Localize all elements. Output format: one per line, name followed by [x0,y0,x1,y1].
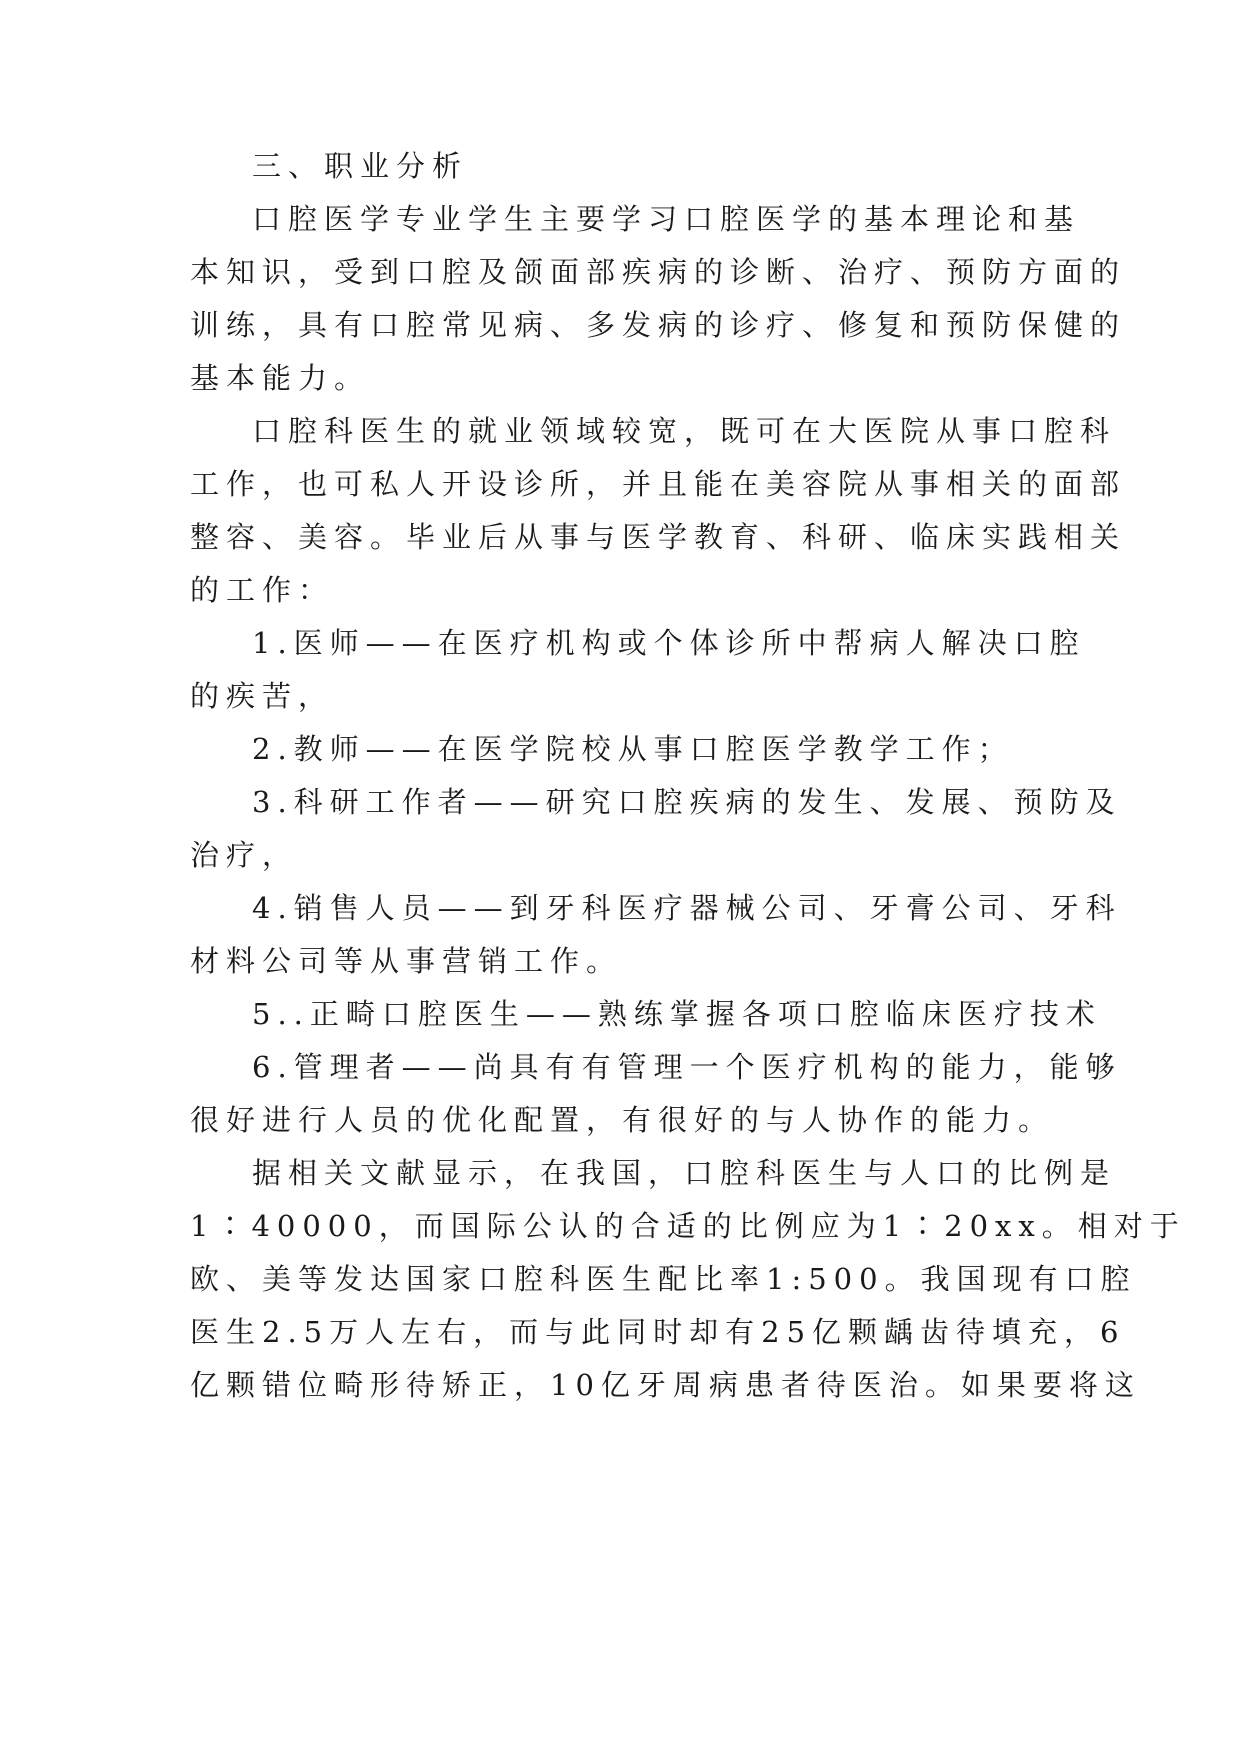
paragraph-line: 工作，也可私人开设诊所，并且能在美容院从事相关的面部 [190,467,1127,501]
paragraph-line: 的工作： [190,573,335,607]
list-item-continuation: 治疗， [190,838,299,872]
list-item: 6.管理者——尚具有有管理一个医疗机构的能力，能够 [252,1050,1122,1084]
list-item: 3.科研工作者——研究口腔疾病的发生、发展、预防及 [252,785,1122,819]
paragraph-line: 本知识，受到口腔及颌面部疾病的诊断、治疗、预防方面的 [190,255,1127,289]
list-item-continuation: 很好进行人员的优化配置，有很好的与人协作的能力。 [190,1103,1055,1137]
paragraph-line: 训练，具有口腔常见病、多发病的诊疗、修复和预防保健的 [190,308,1127,342]
section-heading: 三、职业分析 [252,149,469,183]
list-item-continuation: 材料公司等从事营销工作。 [190,944,623,978]
paragraph-line: 欧、美等发达国家口腔科医生配比率1:500。我国现有口腔 [190,1262,1137,1296]
paragraph-line: 亿颗错位畸形待矫正，10亿牙周病患者待医治。如果要将这 [190,1368,1141,1402]
paragraph-line: 基本能力。 [190,361,371,395]
list-item-continuation: 的疾苦， [190,679,335,713]
list-item: 2.教师——在医学院校从事口腔医学教学工作； [252,732,1014,766]
paragraph-line: 整容、美容。毕业后从事与医学教育、科研、临床实践相关 [190,520,1127,554]
paragraph-line: 医生2.5万人左右，而与此同时却有25亿颗龋齿待填充，6 [190,1315,1126,1349]
paragraph-line: 1∶40000，而国际公认的合适的比例应为1∶20xx。相对于 [190,1209,1186,1243]
paragraph-line: 口腔科医生的就业领域较宽，既可在大医院从事口腔科 [252,414,1117,448]
paragraph-line: 口腔医学专业学生主要学习口腔医学的基本理论和基 [252,202,1081,236]
list-item: 5..正畸口腔医生——熟练掌握各项口腔临床医疗技术 [252,997,1102,1031]
list-item: 4.销售人员——到牙科医疗器械公司、牙膏公司、牙科 [252,891,1122,925]
list-item: 1.医师——在医疗机构或个体诊所中帮病人解决口腔 [252,626,1086,660]
paragraph-line: 据相关文献显示，在我国，口腔科医生与人口的比例是 [252,1156,1117,1190]
